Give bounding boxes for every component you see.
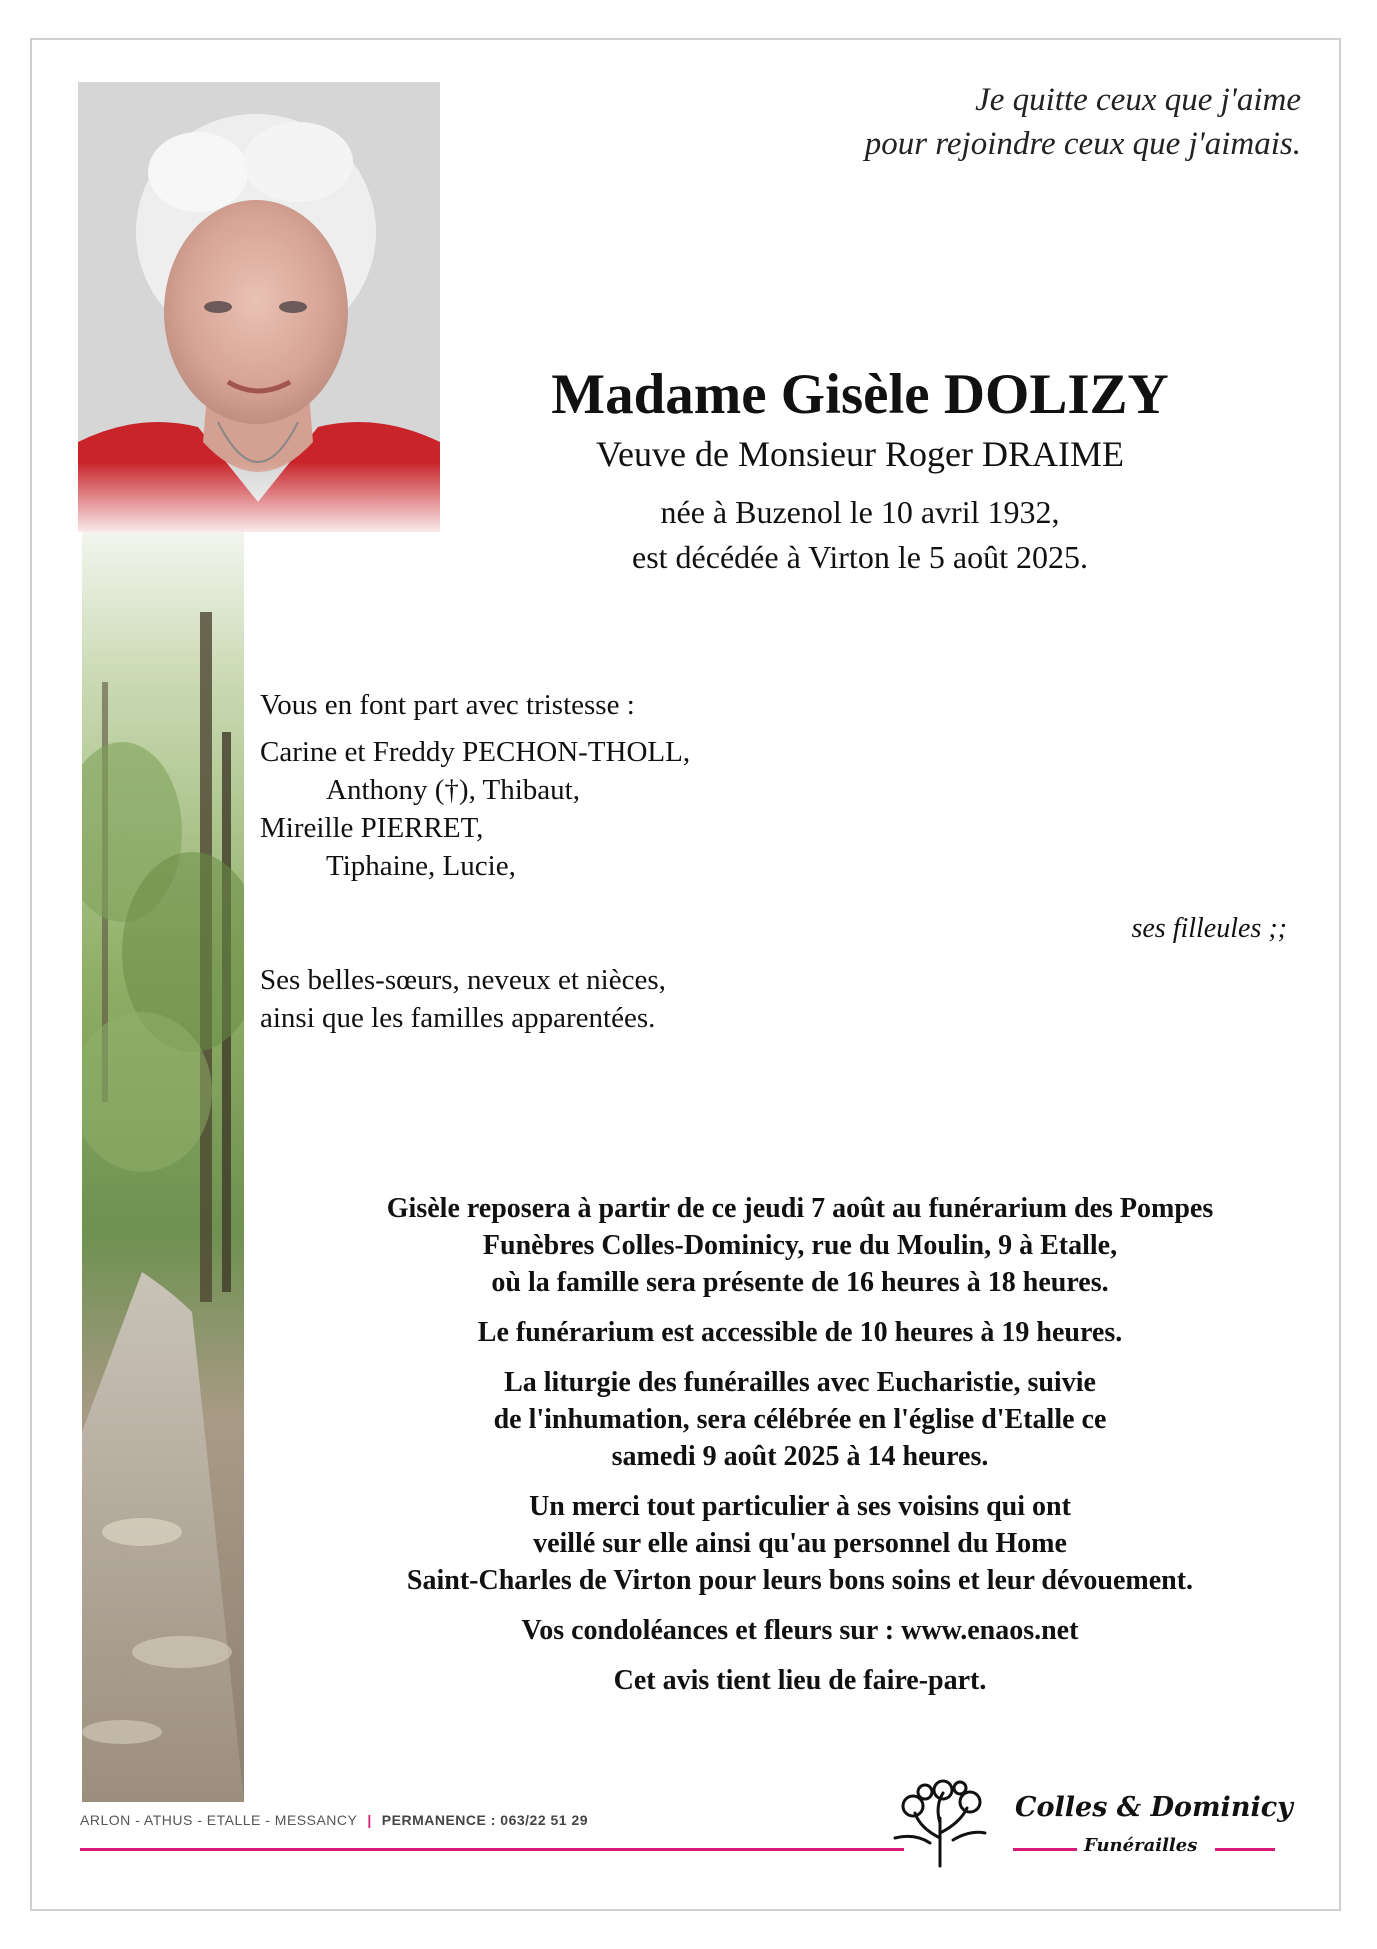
condolences-link[interactable]: Vos condoléances et fleurs sur : www.enaos.net — [521, 1615, 1079, 1646]
death-line: est décédée à Virton le 5 août 2025. — [632, 539, 1088, 575]
hours-paragraph: Le funérarium est accessible de 10 heures à 19 heures. — [477, 1317, 1123, 1348]
logo-underline-left — [1013, 1848, 1077, 1851]
footer-locations: ARLON - ATHUS - ETALLE - MESSANCY — [80, 1812, 358, 1828]
family-line: Tiphaine, Lucie, — [326, 850, 516, 882]
birth-line: née à Buzenol le 10 avril 1932, — [660, 494, 1060, 530]
footer-separator: | — [367, 1812, 372, 1828]
notice-text: Cet avis tient lieu de faire-part. — [613, 1665, 987, 1696]
birth-death-dates — [440, 490, 1280, 580]
footer-permanence: PERMANENCE : 063/22 51 29 — [381, 1812, 589, 1828]
info-line: Un merci tout particulier à ses voisins qui ont — [529, 1491, 1071, 1522]
widow-of: Veuve de Monsieur Roger DRAIME — [596, 434, 1124, 474]
logo-underline-right — [1215, 1848, 1275, 1851]
info-line: où la famille sera présente de 16 heures à 18 heures. — [491, 1267, 1109, 1298]
tree-icon — [885, 1778, 995, 1868]
family-announcement — [260, 686, 690, 1037]
quote-line: Je quitte ceux que j'aime — [975, 82, 1301, 118]
portrait-photo — [78, 82, 440, 532]
family-intro: Vous en font part avec tristesse : — [260, 689, 635, 721]
liturgy-paragraph — [320, 1364, 1280, 1475]
footer-contact — [80, 1812, 588, 1828]
family-line: Carine et Freddy PECHON-THOLL, — [260, 736, 691, 768]
info-line: Saint-Charles de Virton pour leurs bons soins et leur dévouement. — [406, 1565, 1194, 1596]
epitaph-quote — [865, 78, 1301, 166]
logo-subtitle: Funérailles — [1084, 1835, 1198, 1856]
info-line: Gisèle reposera à partir de ce jeudi 7 août au funérarium des Pompes — [386, 1193, 1214, 1224]
quote-line: pour rejoindre ceux que j'aimais. — [864, 126, 1301, 162]
family-extended-line: ainsi que les familles apparentées. — [260, 1002, 656, 1034]
funeral-info — [320, 1190, 1280, 1712]
family-line: Mireille PIERRET, — [260, 812, 484, 844]
thanks-paragraph — [320, 1488, 1280, 1599]
info-line: Funèbres Colles-Dominicy, rue du Moulin, 9 à Etalle, — [482, 1230, 1118, 1261]
family-line: Anthony (†), Thibaut, — [326, 774, 580, 806]
visitation-paragraph — [320, 1190, 1280, 1301]
family-extended-line: Ses belles-sœurs, neveux et nièces, — [260, 964, 666, 996]
footer-divider — [80, 1848, 904, 1851]
info-line: samedi 9 août 2025 à 14 heures. — [611, 1441, 989, 1472]
filleules-note: ses filleules ;; — [1131, 913, 1287, 944]
info-line: La liturgie des funérailles avec Eucharistie, suivie — [504, 1367, 1096, 1398]
deceased-name: Madame Gisèle DOLIZY — [551, 363, 1169, 426]
forest-path-image — [82, 532, 244, 1802]
funeral-home-logo — [885, 1778, 1295, 1878]
info-line: de l'inhumation, sera célébrée en l'église d'Etalle ce — [493, 1404, 1107, 1435]
logo-title: Colles & Dominicy — [1015, 1792, 1293, 1823]
info-line: veillé sur elle ainsi qu'au personnel du Home — [533, 1528, 1067, 1559]
